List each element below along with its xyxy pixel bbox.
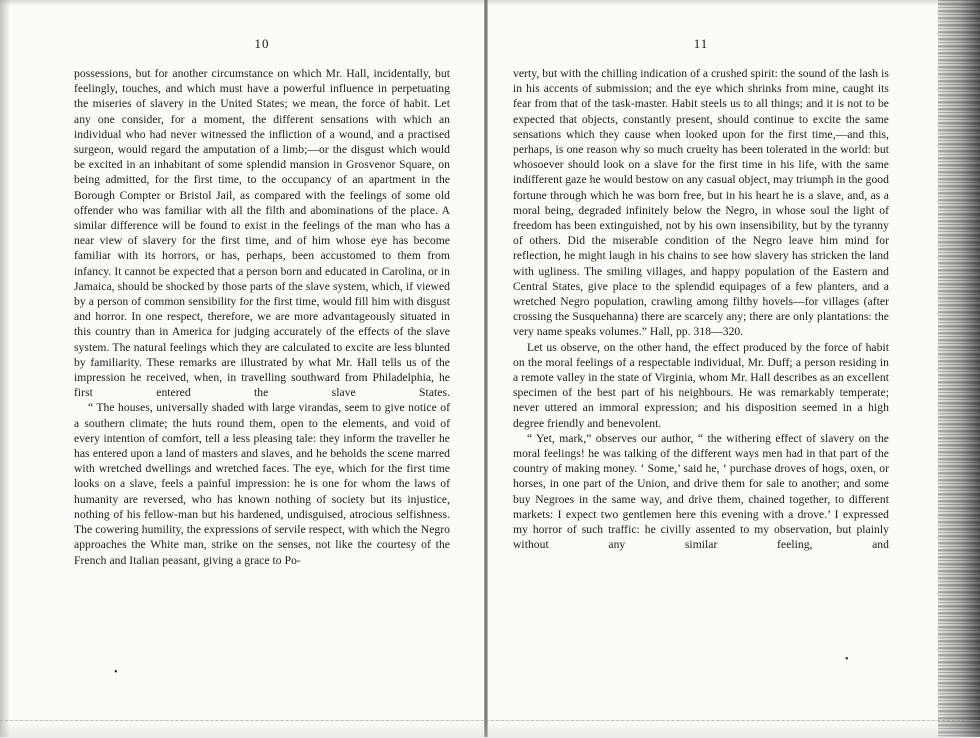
page-number-right: 11 [693,36,709,51]
left-page-bullet-mark: • [114,667,118,678]
right-page-edge-shadow [938,0,980,737]
left-page-edge [0,0,10,737]
left-paragraph-2: “ The houses, universally shaded with large virandas, seem to give notice of a southern climate; the huts round them, open to the elements, and void of every intention of comfort, tell a less pleasing tale: they inform the traveller he has entered upon a land of masters and slaves, and he beholds the scene marred with wretched dwellings and wretched faces. The eye, which for the first time looks on a slave, feels a painful impression: he is one for whom the laws of humanity are reversed, who has known nothing of society but its injustice, nothing of his fellow-man but his hardened, undisguised, atrocious selfishness. The cowering humility, the expressions of servile respect, with which the Negro approaches the White man, strike on the senses, not like the courtesy of the French and Italian peasant, giving a grace to Po- [74,401,450,567]
left-page [74,36,450,568]
left-paragraph-1: possessions, but for another circumstance on which Mr. Hall, incidentally, but feelingly, touches, and which must have a powerful influence in perpetuating the miseries of slavery in the United States; we mean, the force of habit. Let any one consider, for a moment, the different sensations with which an individual who had never witnessed the infliction of a wound, and a practised surgeon, would regard the amputation of a limb;—or the disgust which would be excited in an inhabitant of some splendid mansion in Grosvenor Square, on being admitted, for the first time, to the occupancy of an apartment in the Borough Compter or Bristol Jail, as compared with the feelings of some old offender who was familiar with all the filth and abominations of the place. A similar difference will be found to exist in the feelings of the man who has a near view of slavery for the first time, and of him whose eye has become familiar with its horrors, or has, perhaps, been accustomed to them from infancy. It cannot be expected that a person born and educated in Carolina, or in Jamaica, should be shocked by those parts of the slave system, which, if viewed by a person of common sensibility for the first time, would fill him with disgust and horror. In one respect, therefore, we are more advantageously situated in this country than in America for judging accurately of the effects of the slave system. The natural feelings which they are calculated to excite are less blunted by familiarity. These remarks are illustrated by what Mr. Hall tells us of the impression he received, when, in travelling southward from Philadelphia, he first entered the slave States. [74,67,450,400]
right-paragraph-3: “ Yet, mark,” observes our author, “ the withering effect of slavery on the moral feelings! he was talking of the different ways men had in that part of the country of making money. ‘ Some,’ said he, ‘ purchase droves of hogs, oxen, or horses, in one part of the Union, and drive them for sale to another; and some buy Negroes in the same way, and drive them, chained together, to different markets: I expect two gentlemen here this evening with a drove.’ I expressed my horror of such traffic: he civilly assented to my observation, but plainly without any similar feeling, and [513,431,889,552]
right-paragraph-1: verty, but with the chilling indication of a crushed spirit: the sound of the lash is in his accents of submission; and the eye which shrinks from mine, caught its fear from that of the task-master. Habit steels us to all things; and it is not to be expected that objects, constantly present, should continue to excite the same sensations which they cause when looked upon for the first time,—and this, perhaps, is one reason why so much cruelty has been tolerated in the world: but whosoever should look on a slave for the first time in his life, with the same indifferent gaze he would bestow on any casual object, may triumph in the good fortune through which he was born free, but in his heart he is a slave, and, as a moral being, degraded infinitely below the Negro, in whose soul the light of freedom has been extinguished, not by his own insensibility, but by the tyranny of others. Did the miserable condition of the Negro leave him mind for reflection, he might laugh in his chains to see how slavery has stricken the land with ugliness. The smiling villages, and happy population of the Eastern and Central States, give place to the splendid equipages of a few planters, and a wretched Negro population, crawling among filthy hovels—for villages (after crossing the Susquehanna) there are scarcely any; there are only plantations: the very name speaks volumes.” Hall, pp. 318—320. [513,67,889,339]
top-page-edge [0,0,980,6]
book-gutter [484,0,488,737]
right-page-bullet-mark: • [845,654,849,665]
right-page [513,36,889,553]
right-paragraph-2: Let us observe, on the other hand, the effect produced by the force of habit on the moral feelings of a respectable individual, Mr. Duff; a person residing in a remote valley in the state of Virginia, whom Mr. Hall describes as an excellent specimen of the best part of his neighbours. He was remarkably temperate; never uttered an immoral expression; and his disposition seemed in a high degree friendly and benevolent. [513,340,889,430]
bottom-page-edge [0,720,980,738]
page-number-left: 10 [254,36,270,51]
